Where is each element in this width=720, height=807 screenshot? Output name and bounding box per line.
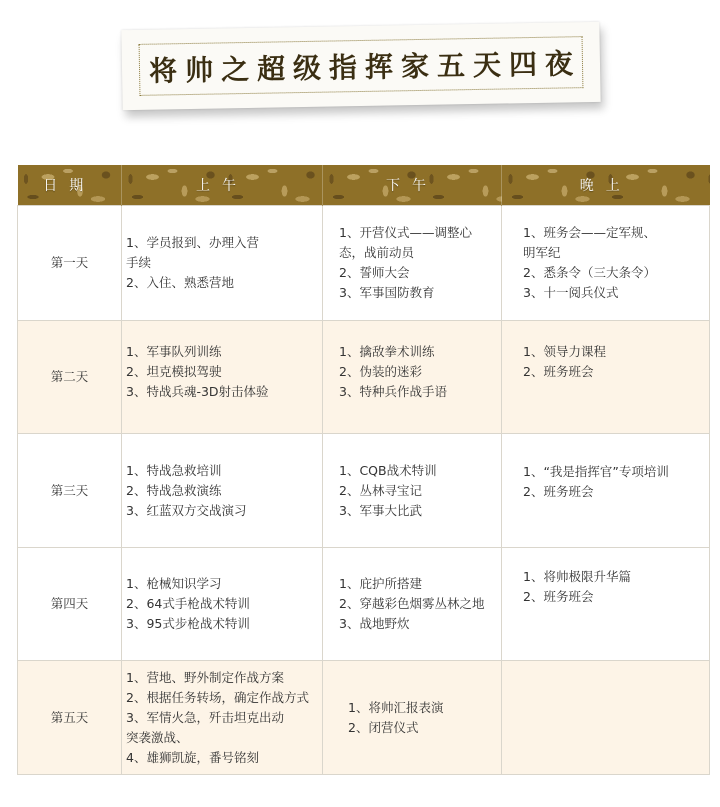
activity-line: 态，战前动员 [339,245,415,260]
activity-line: 1、班务会——定军规、 [523,225,656,240]
day-label: 第一天 [18,206,122,321]
activity-line: 1、领导力课程 [523,344,606,359]
activity-line: 1、营地、野外制定作战方案 [126,669,284,685]
activity-line: 2、坦克模拟驾驶 [126,364,222,379]
table-row [18,548,710,661]
afternoon-cell [323,321,502,434]
table-row [18,321,710,434]
day-label: 第五天 [18,661,122,775]
activity-line: 1、将帅极限升华篇 [523,569,631,584]
day-label: 第二天 [18,321,122,434]
activity-line: 3、军事国防教育 [339,285,435,300]
activity-line: 1、庇护所搭建 [339,576,422,591]
activity-line: 3、战地野炊 [339,616,410,631]
activity-line: 1、CQB战术特训 [339,462,437,478]
activity-line: 1、开营仪式——调整心 [339,225,472,240]
header-row [18,165,710,206]
evening-cell [502,206,710,321]
activity-line: 2、穿越彩色烟雾丛林之地 [339,596,485,611]
activity-line: 手续 [126,255,152,270]
page-title: 将帅之超级指挥家五天四夜 [148,47,582,88]
afternoon-cell [323,206,502,321]
activity-line: 2、闭营仪式 [348,719,419,735]
activity-line: 2、根据任务转场，确定作战方式 [126,689,309,705]
activity-line: 2、班务班会 [523,484,594,499]
schedule-table [17,165,710,775]
activity-line: 明军纪 [523,245,561,260]
activity-line: 2、誓师大会 [339,265,410,280]
title-frame [139,36,584,96]
morning-cell [122,434,323,548]
morning-cell [122,321,323,434]
morning-cell [122,548,323,661]
activity-line: 1、“我是指挥官”专项培训 [523,464,669,479]
activity-line: 3、军情火急，歼击坦克出动 [126,709,284,725]
activity-line: 1、军事队列训练 [126,344,222,359]
evening-cell [502,548,710,661]
activity-line: 3、特战兵魂-3D射击体验 [126,384,269,399]
activity-line: 2、班务班会 [523,364,594,379]
morning-cell [122,661,323,775]
activity-line: 3、红蓝双方交战演习 [126,502,247,518]
activity-line: 2、64式手枪战术特训 [126,596,250,611]
activity-line: 2、班务班会 [523,589,594,604]
evening-cell [502,661,710,775]
header-date: 日期 [18,165,122,206]
title-card [121,22,600,110]
table-row [18,661,710,775]
header-morning: 上午 [122,165,323,206]
activity-line: 2、悉条令（三大条令） [523,265,656,280]
activity-line: 3、十一阅兵仪式 [523,285,619,300]
activity-line: 2、特战急救演练 [126,482,222,498]
activity-line: 1、特战急救培训 [126,462,222,478]
activity-line: 3、特种兵作战手语 [339,384,447,399]
evening-cell [502,321,710,434]
activity-line: 2、丛林寻宝记 [339,482,422,498]
activity-line: 2、入住、熟悉营地 [126,275,234,290]
afternoon-cell [323,548,502,661]
activity-line: 2、伪装的迷彩 [339,364,422,379]
morning-cell [122,206,323,321]
header-afternoon: 下午 [323,165,502,206]
day-label: 第三天 [18,434,122,548]
afternoon-cell [323,434,502,548]
activity-line: 突袭激战、 [126,729,189,745]
activity-line: 1、将帅汇报表演 [348,699,444,715]
header-evening: 晚上 [502,165,710,206]
activity-line: 1、学员报到、办理入营 [126,235,259,250]
activity-line: 3、军事大比武 [339,502,422,518]
table-row [18,434,710,548]
activity-line: 4、雄狮凯旋，番号铭刻 [126,749,259,765]
evening-cell [502,434,710,548]
activity-line: 3、95式步枪战术特训 [126,616,250,631]
day-label: 第四天 [18,548,122,661]
activity-line: 1、擒敌拳术训练 [339,344,435,359]
afternoon-cell [323,661,502,775]
activity-line: 1、枪械知识学习 [126,576,222,591]
table-row [18,206,710,321]
